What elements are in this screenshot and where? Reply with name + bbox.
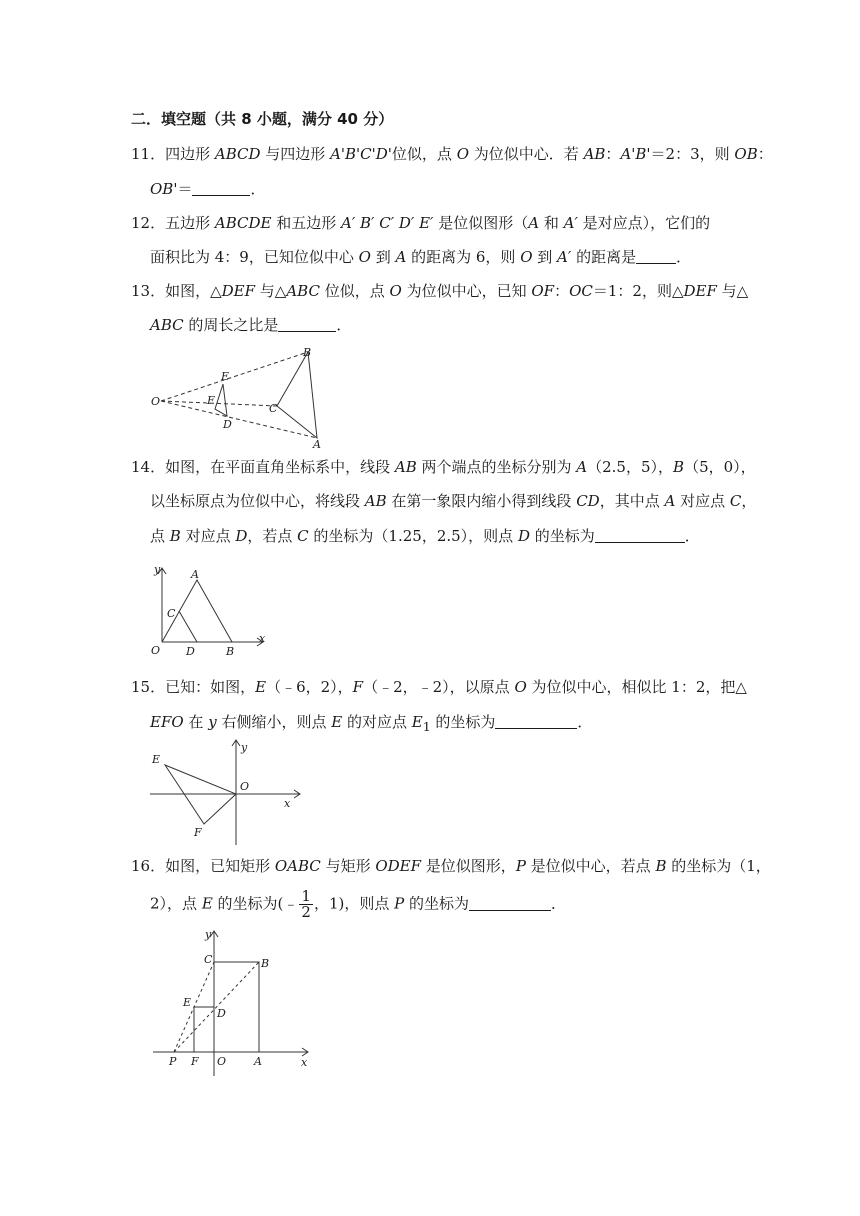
answer-blank-q14[interactable] (595, 526, 685, 543)
section-title: 二．填空题（共 8 小题，满分 40 分） (131, 110, 394, 128)
label-A: A (313, 438, 321, 450)
segment-CD (179, 611, 197, 642)
q13-line1: 13．如图，△DEF 与△ABC 位似，点 O 为位似中心，已知 OF：OC＝1：2，则△DEF 与△ (131, 282, 749, 300)
q14-number: 14． (131, 458, 166, 476)
q14-line1: 14．如图，在平面直角坐标系中，线段 AB 两个端点的坐标分别为 A（2.5，5），B（5，0）， (131, 458, 756, 476)
fraction-one-half: $\frac{1}{2}$ (301, 887, 311, 921)
q15-number: 15． (131, 678, 166, 696)
label-A: A (254, 1055, 262, 1068)
label-x: x (259, 632, 266, 645)
q11-line2: OB'＝ ． (150, 180, 266, 198)
q12-number: 12． (131, 214, 166, 232)
label-P: P (169, 1055, 177, 1068)
label-E: E (183, 996, 192, 1009)
answer-blank-q16[interactable] (469, 894, 551, 911)
label-x: x (284, 797, 291, 810)
label-E: E (152, 753, 161, 766)
label-A: A (191, 568, 199, 581)
label-B: B (303, 346, 312, 359)
answer-blank-q13[interactable] (278, 315, 336, 332)
label-F: F (207, 394, 215, 407)
q15-figure (145, 735, 310, 847)
dashed-line-OB (161, 352, 308, 401)
q16-number: 16． (131, 857, 166, 875)
label-B: B (226, 645, 235, 658)
label-D: D (223, 418, 232, 431)
label-O: O (240, 780, 250, 793)
label-C: C (269, 402, 278, 415)
q13-figure (145, 340, 335, 450)
q11-line1: 11．四边形 ABCD 与四边形 A'B'C'D'位似，点 O 为位似中心．若 AB：A'B'＝2：3，则 OB： (131, 145, 773, 163)
label-E: E (221, 370, 230, 383)
q16-figure (145, 926, 320, 1076)
label-C: C (167, 607, 176, 620)
label-C: C (204, 953, 213, 966)
triangle-ABC (277, 352, 317, 438)
q14-figure (145, 560, 275, 660)
q16-line2: 2），点 E 的坐标为(﹣ $\frac{1}{2}$ ，1)，则点 P 的坐标为 ． (150, 887, 567, 921)
q14-line3: 点 B 对应点 D，若点 C 的坐标为（1.25，2.5），则点 D 的坐标为 ． (150, 527, 700, 545)
triangle-DEF (215, 384, 227, 416)
label-y: y (205, 928, 212, 941)
label-y: y (241, 741, 248, 754)
label-F: F (191, 1055, 199, 1068)
label-O: O (217, 1055, 227, 1068)
q12-line2: 面积比为 4：9，已知位似中心 O 到 A 的距离为 6，则 O 到 A′ 的距离是 ． (150, 248, 692, 266)
label-O: O (151, 395, 161, 408)
label-x: x (301, 1056, 308, 1069)
q12-line1: 12．五边形 ABCDE 和五边形 A′ B′ C′ D′ E′ 是位似图形（A 和 A′ 是对应点），它们的 (131, 214, 711, 232)
q16-line1: 16．如图，已知矩形 OABC 与矩形 ODEF 是位似图形，P 是位似中心，若点 B 的坐标为（1， (131, 857, 771, 875)
q13-number: 13． (131, 282, 166, 300)
label-y: y (154, 563, 161, 576)
q14-line2: 以坐标原点为位似中心，将线段 AB 在第一象限内缩小得到线段 CD，其中点 A 对应点 C， (150, 492, 757, 510)
answer-blank-q12[interactable] (636, 247, 676, 264)
q15-line2: EFO 在 y 右侧缩小，则点 E 的对应点 $E_1$ 的坐标为 ． (150, 713, 593, 734)
label-O: O (151, 644, 161, 657)
q11-number: 11． (131, 145, 166, 163)
label-D: D (186, 645, 195, 658)
answer-blank-q11[interactable] (192, 179, 250, 196)
answer-blank-q15[interactable] (495, 712, 577, 729)
q13-line2: ABC 的周长之比是 ． (150, 316, 352, 334)
rectangle-ODEF (194, 1007, 214, 1052)
q15-line1: 15．已知：如图，E（﹣6，2），F（﹣2，﹣2），以原点 O 为位似中心，相似比 1：2，把△ (131, 678, 747, 696)
label-F: F (194, 826, 202, 839)
label-B: B (261, 957, 270, 970)
label-D: D (217, 1007, 226, 1020)
